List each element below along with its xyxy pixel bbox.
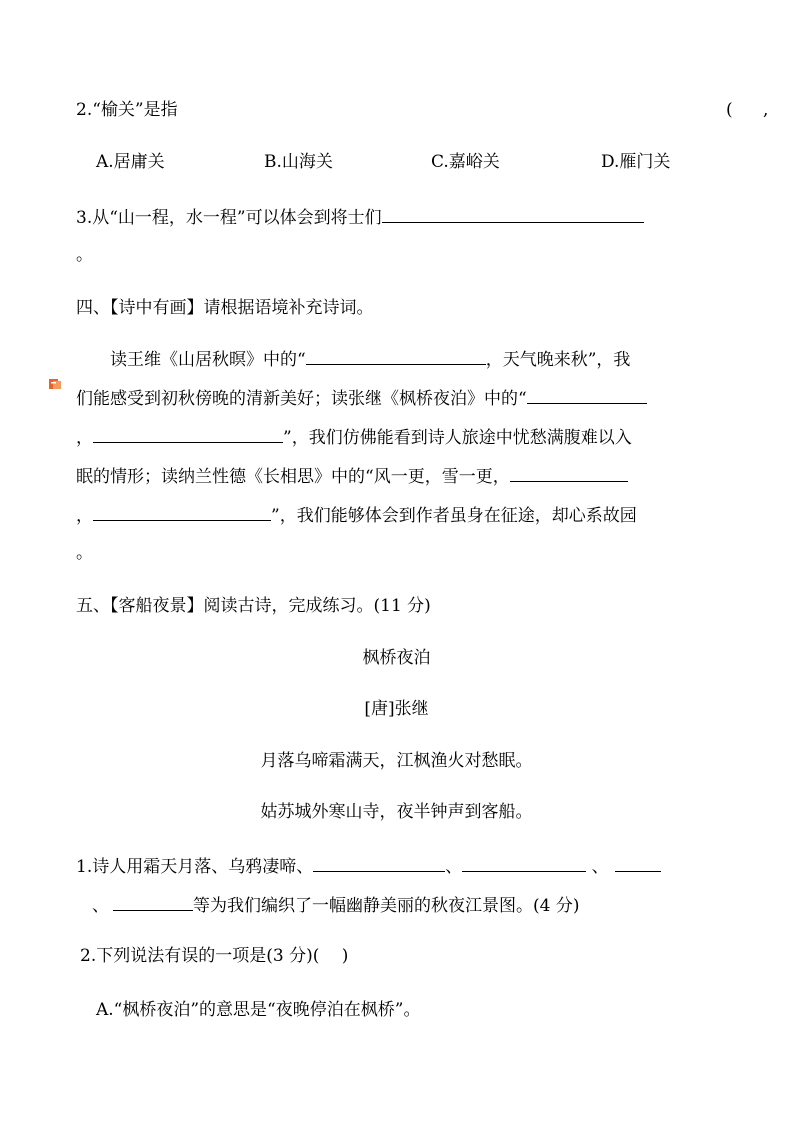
q3-answer-blank[interactable] <box>382 204 644 223</box>
q2-option-c: C.嘉峪关 <box>431 152 500 172</box>
sec5-q1-line2: 、 等为我们编织了一幅幽静美丽的秋夜江景图。(4 分) <box>92 892 579 918</box>
sec5-q2: 2.下列说法有误的一项是(3 分)( ) <box>80 946 349 966</box>
q1-blank-4[interactable] <box>113 892 193 911</box>
section4-line5: ， ”，我们能够体会到作者虽身在征途，却心系故园 <box>76 502 637 528</box>
sec5-q2-option-a: A.“枫桥夜泊”的意思是“夜晚停泊在枫桥”。 <box>96 1000 421 1020</box>
q1-blank-2[interactable] <box>462 853 586 872</box>
section4-line6: 。 <box>76 543 93 563</box>
q3-end: 。 <box>76 245 93 265</box>
section5-heading: 五、【客船夜景】阅读古诗，完成练习。(11 分) <box>76 596 431 616</box>
q2-text: 2.“榆关”是指 <box>76 100 178 120</box>
bookmark-icon <box>48 376 62 390</box>
poem-line-2: 姑苏城外寒山寺，夜半钟声到客船。 <box>260 802 533 822</box>
q2-answer-paren[interactable]: ( <box>726 100 733 120</box>
q3-text <box>76 204 644 230</box>
q2-option-d: D.雁门关 <box>601 152 671 172</box>
poem-blank-2[interactable] <box>527 385 647 404</box>
sec5-q1-line1: 1.诗人用霜天月落、乌鸦凄啼、 、 、 <box>76 853 661 879</box>
q1-blank-1[interactable] <box>313 853 445 872</box>
poem-blank-4[interactable] <box>510 463 628 482</box>
q2-option-b: B.山海关 <box>264 152 333 172</box>
section4-line3: ， ”，我们仿佛能看到诗人旅途中忧愁满腹难以入 <box>76 424 632 450</box>
section4-heading: 四、【诗中有画】请根据语境补充诗词。 <box>76 298 374 318</box>
section4-line1: 读王维《山居秋暝》中的“ ，天气晚来秋”，我 <box>110 346 630 372</box>
q3-prompt: 3.从“山一程，水一程”可以体会到将士们 <box>76 208 382 228</box>
poem-title: 枫桥夜泊 <box>362 648 431 668</box>
poem-author: [唐]张继 <box>364 699 429 719</box>
poem-blank-3[interactable] <box>93 424 283 443</box>
q2-option-a: A.居庸关 <box>96 152 165 172</box>
q2-answer-paren-close: , <box>763 100 769 120</box>
section4-line4: 眠的情形；读纳兰性德《长相思》中的“风一更，雪一更， <box>76 463 628 489</box>
q1-blank-3[interactable] <box>615 853 661 872</box>
section4-line2: 们能感受到初秋傍晚的清新美好；读张继《枫桥夜泊》中的“ <box>76 385 647 411</box>
poem-blank-5[interactable] <box>93 502 271 521</box>
poem-blank-1[interactable] <box>306 346 486 365</box>
poem-line-1: 月落乌啼霜满天，江枫渔火对愁眠。 <box>260 751 533 771</box>
